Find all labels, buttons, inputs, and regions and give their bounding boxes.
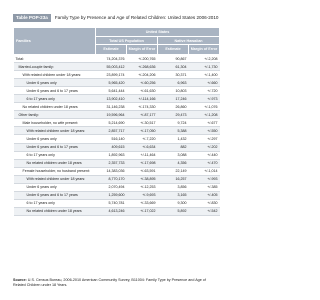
row-label: Under 6 years and 6 to 17 years <box>14 87 96 95</box>
native-hawaiian-margin-cell: +/-830 <box>189 199 220 207</box>
native-hawaiian-estimate-cell: 29,473 <box>158 111 189 119</box>
column-header-families: Families <box>14 28 96 55</box>
total-margin-cell: +/-33,669 <box>127 199 158 207</box>
total-estimate-cell: 23,899,174 <box>96 71 127 79</box>
native-hawaiian-estimate-cell: 9,300 <box>158 199 189 207</box>
native-hawaiian-margin-cell: +/-470 <box>189 159 220 167</box>
total-estimate-cell: 1,259,600 <box>96 191 127 199</box>
native-hawaiian-estimate-cell: 17,246 <box>158 95 189 103</box>
row-label: No related children under 18 years <box>14 207 96 215</box>
table-row <box>14 135 220 143</box>
total-estimate-cell: 5,214,690 <box>96 119 127 127</box>
native-hawaiian-margin-cell: +/-973 <box>189 95 220 103</box>
total-margin-cell: +/-17,022 <box>127 207 158 215</box>
total-estimate-cell: 2,070,494 <box>96 183 127 191</box>
total-estimate-cell: 19,596,964 <box>96 111 127 119</box>
native-hawaiian-margin-cell: +/-1,730 <box>189 63 220 71</box>
total-estimate-cell: 1,892,963 <box>96 151 127 159</box>
native-hawaiian-margin-cell: +/-405 <box>189 191 220 199</box>
total-estimate-cell: 55,003,412 <box>96 63 127 71</box>
table-row <box>14 79 220 87</box>
total-estimate-cell: 2,357,733 <box>96 159 127 167</box>
total-margin-cell: +/-61,630 <box>127 87 158 95</box>
native-hawaiian-estimate-cell: 6,963 <box>158 79 189 87</box>
total-estimate-cell: 13,902,410 <box>96 95 127 103</box>
total-margin-cell: +/-9,693 <box>127 191 158 199</box>
table-label: Table POP-23a <box>13 14 51 22</box>
native-hawaiian-margin-cell: +/-1,014 <box>189 167 220 175</box>
total-margin-cell: +/-17,698 <box>127 159 158 167</box>
row-label: Married-couple family: <box>14 63 96 71</box>
table-row <box>14 191 220 199</box>
table-row <box>14 183 220 191</box>
table-title-bar <box>13 12 219 23</box>
total-estimate-cell: 4,613,246 <box>96 207 127 215</box>
native-hawaiian-estimate-cell: 10,803 <box>158 87 189 95</box>
total-margin-cell: +/-268,636 <box>127 63 158 71</box>
total-margin-cell: +/-114,166 <box>127 95 158 103</box>
table-row <box>14 199 220 207</box>
native-hawaiian-estimate-cell: 9,724 <box>158 119 189 127</box>
source-label: Source: <box>13 278 27 282</box>
native-hawaiian-margin-cell: +/-550 <box>189 127 220 135</box>
native-hawaiian-margin-cell: +/-1,400 <box>189 71 220 79</box>
table-row <box>14 167 220 175</box>
row-label: Under 6 years only <box>14 183 96 191</box>
row-label: Under 6 years and 6 to 17 years <box>14 143 96 151</box>
native-hawaiian-estimate-cell: 61,304 <box>158 63 189 71</box>
row-label: 6 to 17 years only <box>14 95 96 103</box>
data-table <box>13 27 220 216</box>
column-group-header: United States <box>96 28 220 37</box>
row-label: Other family: <box>14 111 96 119</box>
source-note <box>13 278 219 287</box>
row-label: No related children under 18 years <box>14 159 96 167</box>
table-row <box>14 207 220 215</box>
native-hawaiian-estimate-cell: 16,257 <box>158 175 189 183</box>
total-margin-cell: +/-6,634 <box>127 143 158 151</box>
native-hawaiian-estimate-cell: 3,088 <box>158 151 189 159</box>
total-margin-cell: +/-63,591 <box>127 167 158 175</box>
native-hawaiian-estimate-cell: 3,856 <box>158 183 189 191</box>
table-row <box>14 143 220 151</box>
total-margin-cell: +/-12,253 <box>127 183 158 191</box>
native-hawaiian-margin-cell: +/-440 <box>189 151 220 159</box>
total-margin-cell: +/-204,206 <box>127 71 158 79</box>
native-hawaiian-estimate-cell: 30,371 <box>158 71 189 79</box>
total-estimate-cell: 74,204,376 <box>96 55 127 63</box>
native-hawaiian-estimate-cell: 3,165 <box>158 191 189 199</box>
total-margin-cell: +/-38,895 <box>127 175 158 183</box>
native-hawaiian-margin-cell: +/-297 <box>189 135 220 143</box>
column-header-total-population: Total US Population <box>96 37 158 45</box>
total-margin-cell: +/-11,464 <box>127 151 158 159</box>
row-label: Under 6 years only <box>14 135 96 143</box>
total-estimate-cell: 8,770,170 <box>96 175 127 183</box>
total-margin-cell: +/-200,765 <box>127 55 158 63</box>
column-header-margin-of-error: Margin of Error <box>127 45 158 55</box>
native-hawaiian-margin-cell: +/-993 <box>189 175 220 183</box>
native-hawaiian-margin-cell: +/-202 <box>189 143 220 151</box>
total-estimate-cell: 31,146,238 <box>96 103 127 111</box>
total-margin-cell: +/-60,256 <box>127 79 158 87</box>
native-hawaiian-margin-cell: +/-720 <box>189 87 220 95</box>
native-hawaiian-margin-cell: +/-1,208 <box>189 111 220 119</box>
total-margin-cell: +/-87,177 <box>127 111 158 119</box>
row-label: With related children under 18 years: <box>14 71 96 79</box>
native-hawaiian-margin-cell: +/-677 <box>189 119 220 127</box>
table-row <box>14 175 220 183</box>
column-header-margin-of-error: Margin of Error <box>189 45 220 55</box>
total-estimate-cell: 5,965,420 <box>96 79 127 87</box>
total-margin-cell: +/-17,050 <box>127 127 158 135</box>
table-title: Family Type by Presence and Age of Related Children: United States 2006-2010 <box>54 15 219 20</box>
table-row <box>14 87 220 95</box>
row-label: 6 to 17 years only <box>14 199 96 207</box>
total-estimate-cell: 516,140 <box>96 135 127 143</box>
table-row <box>14 159 220 167</box>
row-label: With related children under 18 years: <box>14 127 96 135</box>
table-row <box>14 111 220 119</box>
table-row <box>14 103 220 111</box>
row-label: No related children under 18 years <box>14 103 96 111</box>
total-margin-cell: +/-30,517 <box>127 119 158 127</box>
column-header-native-hawaiian: Native Hawaiian <box>158 37 220 45</box>
native-hawaiian-estimate-cell: 90,867 <box>158 55 189 63</box>
row-label: Under 6 years only <box>14 79 96 87</box>
row-label: Female householder, no husband present: <box>14 167 96 175</box>
total-estimate-cell: 14,383,036 <box>96 167 127 175</box>
table-row <box>14 63 220 71</box>
native-hawaiian-margin-cell: +/-385 <box>189 183 220 191</box>
source-text: U.S. Census Bureau, 2006-2010 American Community Survey, B11004: Family Type by Presence and Age of Related Children under 18 Years. <box>13 278 206 287</box>
table-row <box>14 95 220 103</box>
native-hawaiian-estimate-cell: 4,356 <box>158 159 189 167</box>
table-header <box>14 28 220 55</box>
native-hawaiian-estimate-cell: 22,149 <box>158 167 189 175</box>
native-hawaiian-estimate-cell: 26,860 <box>158 103 189 111</box>
table-row <box>14 127 220 135</box>
table-row <box>14 119 220 127</box>
table-body <box>14 55 220 216</box>
native-hawaiian-estimate-cell: 882 <box>158 143 189 151</box>
row-label: 6 to 17 years only <box>14 151 96 159</box>
total-margin-cell: +/-7,220 <box>127 135 158 143</box>
native-hawaiian-margin-cell: +/-2,208 <box>189 55 220 63</box>
row-label: Male householder, no wife present: <box>14 119 96 127</box>
column-header-estimate: Estimate <box>158 45 189 55</box>
table-row <box>14 151 220 159</box>
native-hawaiian-margin-cell: +/-1,076 <box>189 103 220 111</box>
native-hawaiian-estimate-cell: 5,388 <box>158 127 189 135</box>
total-estimate-cell: 2,857,717 <box>96 127 127 135</box>
row-label: Total: <box>14 55 96 63</box>
native-hawaiian-margin-cell: +/-542 <box>189 207 220 215</box>
native-hawaiian-estimate-cell: 5,892 <box>158 207 189 215</box>
table-row <box>14 55 220 63</box>
table-row <box>14 71 220 79</box>
total-margin-cell: +/-174,330 <box>127 103 158 111</box>
total-estimate-cell: 409,615 <box>96 143 127 151</box>
row-label: With related children under 18 years: <box>14 175 96 183</box>
total-estimate-cell: 5,641,444 <box>96 87 127 95</box>
native-hawaiian-margin-cell: +/-660 <box>189 79 220 87</box>
native-hawaiian-estimate-cell: 1,432 <box>158 135 189 143</box>
column-header-estimate: Estimate <box>96 45 127 55</box>
row-label: Under 6 years and 6 to 17 years <box>14 191 96 199</box>
total-estimate-cell: 5,740,781 <box>96 199 127 207</box>
